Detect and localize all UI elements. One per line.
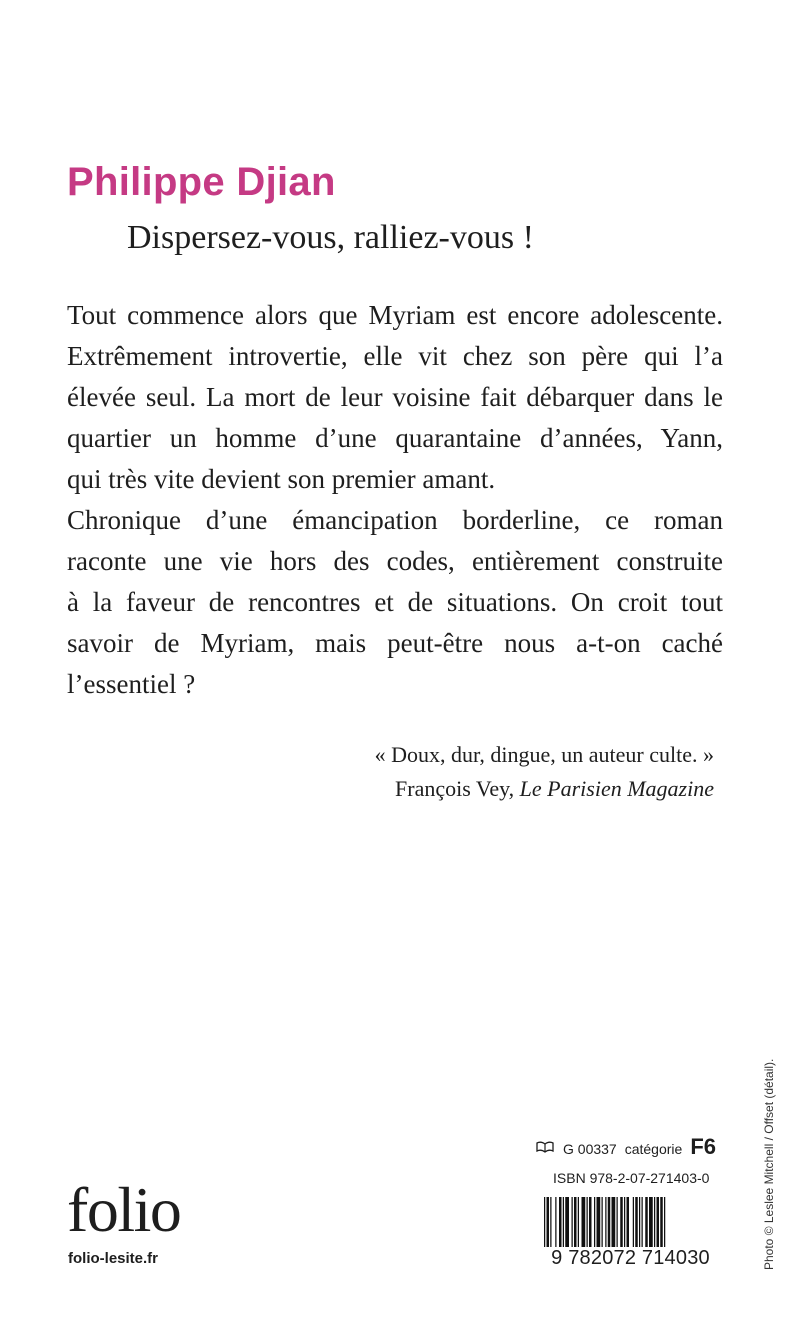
barcode-bar xyxy=(602,1197,603,1249)
barcode-bar xyxy=(627,1197,630,1249)
barcode-bar xyxy=(550,1197,551,1249)
catalog-code: G 00337 xyxy=(563,1141,617,1157)
barcode-bar xyxy=(620,1197,623,1249)
barcode-bar xyxy=(664,1197,665,1249)
isbn: ISBN 978-2-07-271403-0 xyxy=(553,1170,710,1186)
barcode-bar xyxy=(582,1197,586,1249)
quote-attribution: François Vey, xyxy=(395,776,515,801)
barcode-bar xyxy=(649,1197,653,1249)
barcode-bar xyxy=(555,1197,556,1249)
author-name: Philippe Djian xyxy=(67,160,336,204)
category-label: catégorie xyxy=(624,1141,683,1157)
barcode-bar xyxy=(597,1197,601,1249)
barcode-bar xyxy=(572,1197,573,1249)
category-code: F6 xyxy=(690,1134,716,1159)
blurb-line: quartier un homme d’une quarantaine d’années, Yann, xyxy=(67,423,723,453)
blurb-line: l’essentiel ? xyxy=(67,669,196,699)
photo-credit: Photo © Leslee Mitchell / Offset (détail). xyxy=(762,1058,776,1270)
barcode-digits: 9 782072 714030 xyxy=(543,1247,718,1270)
blurb xyxy=(67,295,723,705)
barcode-bar xyxy=(587,1197,588,1249)
barcode-bar xyxy=(642,1197,643,1249)
catalog-code-line xyxy=(535,1134,716,1160)
barcode-bar xyxy=(660,1197,663,1249)
barcode xyxy=(543,1197,718,1249)
barcode-bar xyxy=(574,1197,577,1249)
blurb-line: Extrêmement introvertie, elle vit chez son père qui l’a xyxy=(67,341,723,371)
blurb-line: Chronique d’une émancipation borderline, ce roman xyxy=(67,505,723,535)
barcode-bar xyxy=(578,1197,579,1249)
blurb-line: raconte une vie hors des codes, entièrement construite xyxy=(67,546,723,576)
barcode-bar xyxy=(654,1197,655,1249)
blurb-line: élevée seul. La mort de leur voisine fait débarquer dans le xyxy=(67,382,723,412)
quote-publication: Le Parisien Magazine xyxy=(519,776,714,801)
barcode-bar xyxy=(612,1197,616,1249)
barcode-bar xyxy=(563,1197,564,1249)
barcode-bar xyxy=(608,1197,611,1249)
barcode-bar xyxy=(635,1197,638,1249)
folio-logo: folio xyxy=(67,1174,181,1245)
blurb-line: Tout commence alors que Myriam est encore adolescente. xyxy=(67,300,723,330)
book-symbol-icon xyxy=(535,1140,555,1157)
quote-source xyxy=(375,772,714,806)
barcode-bar xyxy=(589,1197,592,1249)
book-title: Dispersez-vous, ralliez-vous ! xyxy=(127,219,534,256)
blurb-line: qui très vite devient son premier amant. xyxy=(67,464,496,494)
barcode-bar xyxy=(624,1197,625,1249)
blurb-line: à la faveur de rencontres et de situations. On croit tout xyxy=(67,587,723,617)
barcode-bar xyxy=(565,1197,569,1249)
quote-text: « Doux, dur, dingue, un auteur culte. » xyxy=(374,742,714,767)
barcode-bar xyxy=(617,1197,618,1249)
barcode-bar xyxy=(633,1197,634,1249)
publisher-site: folio-lesite.fr xyxy=(68,1250,159,1267)
barcode-bar xyxy=(657,1197,660,1249)
barcode-bar xyxy=(639,1197,640,1249)
barcode-bar xyxy=(645,1197,648,1249)
barcode-bar xyxy=(544,1197,545,1249)
press-quote xyxy=(375,738,714,806)
barcode-bar xyxy=(547,1197,550,1249)
barcode-bar xyxy=(594,1197,595,1249)
barcode-bar xyxy=(605,1197,606,1249)
barcode-bar xyxy=(559,1197,562,1249)
blurb-line: savoir de Myriam, mais peut-être nous a-t-on caché xyxy=(67,628,723,658)
